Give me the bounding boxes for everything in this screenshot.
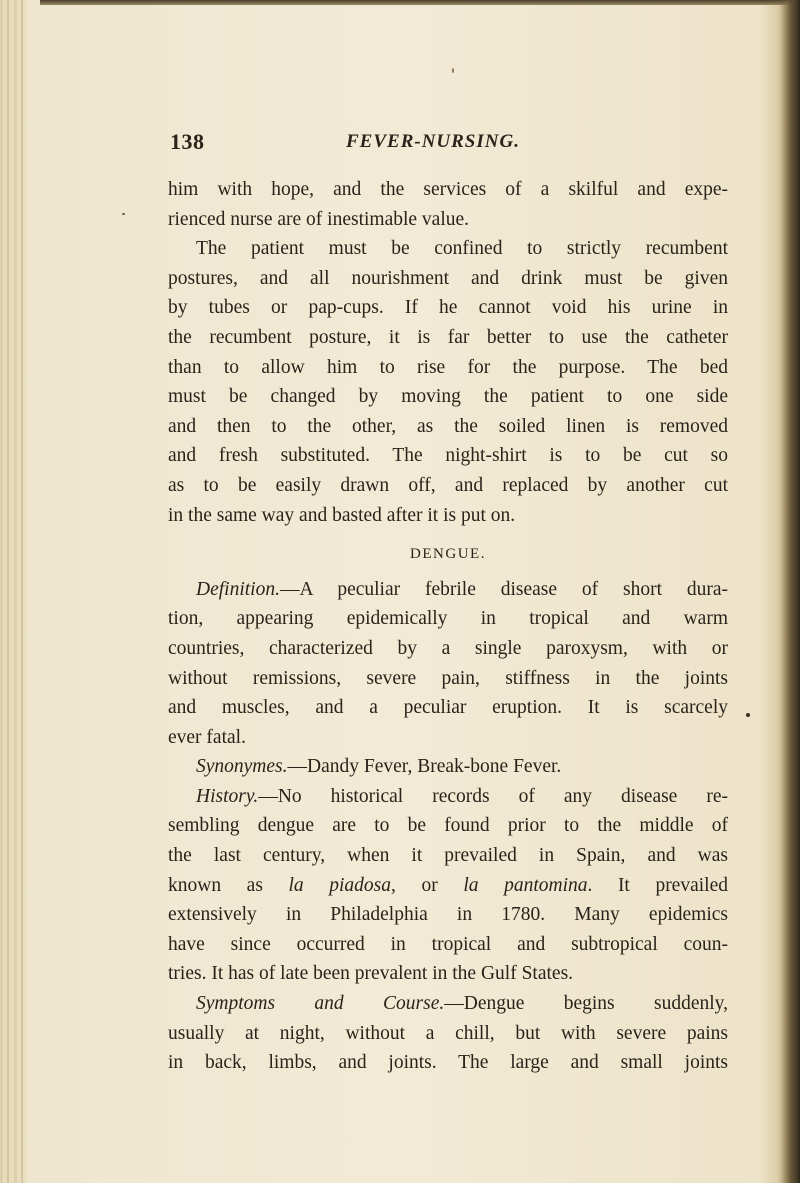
text-line: ever fatal. bbox=[168, 726, 246, 748]
section-heading: DENGUE. bbox=[410, 546, 486, 563]
symptoms-label: Symptoms and Course. bbox=[196, 993, 445, 1015]
top-page-edge bbox=[40, 0, 800, 5]
text-line: known as la piadosa, or la pantomina. It prevailed bbox=[168, 874, 728, 896]
definition-line: Definition.—A peculiar febrile disease of short dura- bbox=[196, 578, 728, 600]
book-binding-edge bbox=[0, 0, 26, 1183]
text-line: by tubes or pap-cups. If he cannot void his urine in bbox=[168, 297, 728, 319]
symptoms-line: Symptoms and Course.—Dengue begins suddenly, bbox=[196, 993, 728, 1015]
text-line: tries. It has of late been prevalent in the Gulf States. bbox=[168, 963, 574, 985]
text-line: rienced nurse are of inestimable value. bbox=[168, 208, 470, 230]
text-line: the recumbent posture, it is far better to use the catheter bbox=[168, 326, 728, 348]
text-line: tion, appearing epidemically in tropical and warm bbox=[168, 608, 728, 630]
body-text bbox=[168, 175, 728, 1078]
text-line: must be changed by moving the patient to one side bbox=[168, 386, 728, 408]
history-label: History. bbox=[196, 785, 259, 807]
italic-term: la pantomina bbox=[463, 874, 588, 896]
text-line: in back, limbs, and joints. The large and small joints bbox=[168, 1052, 728, 1074]
text-line: without remissions, severe pain, stiffness in the joints bbox=[168, 667, 728, 689]
text-line: and then to the other, as the soiled linen is removed bbox=[168, 415, 728, 437]
text-line: and muscles, and a peculiar eruption. It is scarcely bbox=[168, 697, 728, 719]
ink-speck bbox=[746, 713, 750, 717]
running-head: FEVER-NURSING. bbox=[346, 131, 520, 152]
ink-speck bbox=[122, 213, 125, 215]
text-line: the last century, when it prevailed in Spain, and was bbox=[168, 845, 728, 867]
text-line: usually at night, without a chill, but with severe pains bbox=[168, 1022, 728, 1044]
text-line: postures, and all nourishment and drink must be given bbox=[168, 267, 728, 289]
text-line: him with hope, and the services of a skilful and expe- bbox=[168, 179, 728, 200]
text-line: extensively in Philadelphia in 1780. Many epidemics bbox=[168, 904, 728, 926]
definition-label: Definition. bbox=[196, 578, 280, 600]
history-line: History.—No historical records of any disease re- bbox=[196, 785, 728, 807]
text-line: than to allow him to rise for the purpose. The bed bbox=[168, 356, 728, 378]
ink-speck bbox=[452, 68, 454, 73]
text-line: and fresh substituted. The night-shirt is to be cut so bbox=[168, 445, 728, 467]
text-line: as to be easily drawn off, and replaced by another cut bbox=[168, 474, 728, 496]
italic-term: la piadosa bbox=[288, 874, 392, 896]
right-page-edge bbox=[778, 0, 800, 1183]
text-line: sembling dengue are to be found prior to the middle of bbox=[168, 815, 728, 837]
text-line: in the same way and basted after it is put on. bbox=[168, 504, 516, 526]
text-line: countries, characterized by a single paroxysm, with or bbox=[168, 637, 728, 659]
text-line: have since occurred in tropical and subtropical coun- bbox=[168, 933, 728, 955]
text-line: The patient must be confined to strictly recumbent bbox=[196, 238, 728, 260]
synonymes-label: Synonymes. bbox=[196, 756, 288, 778]
page-number: 138 bbox=[170, 129, 205, 154]
page-header bbox=[170, 129, 730, 159]
synonymes-line: Synonymes.—Dandy Fever, Break-bone Fever. bbox=[196, 756, 562, 778]
